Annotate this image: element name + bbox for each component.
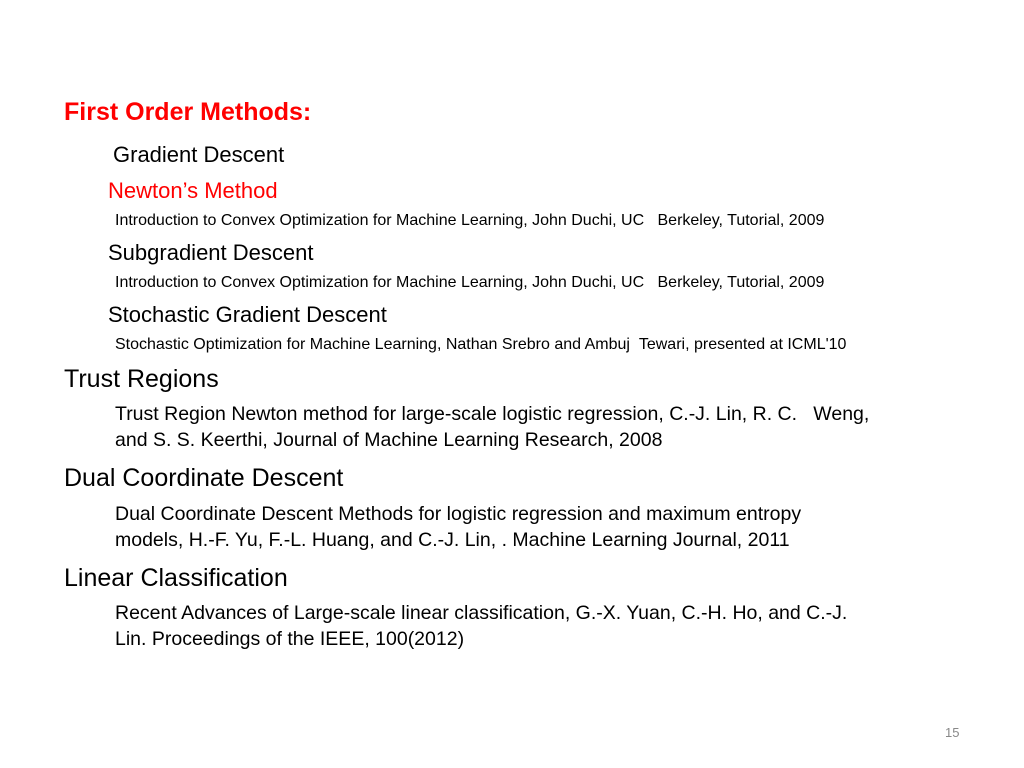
reference-trust-regions-line2: and S. S. Keerthi, Journal of Machine Learning Research, 2008 [115, 429, 663, 451]
reference-dual-coordinate-line2: models, H.-F. Yu, F.-L. Huang, and C.-J. Lin, . Machine Learning Journal, 2011 [115, 529, 790, 551]
reference-linear-classification-line2: Lin. Proceedings of the IEEE, 100(2012) [115, 628, 465, 650]
reference-linear-classification-line1: Recent Advances of Large-scale linear classification, G.-X. Yuan, C.-H. Ho, and C.-J. [115, 602, 848, 624]
item-stochastic-gradient-descent: Stochastic Gradient Descent [108, 302, 387, 327]
item-trust-regions: Trust Regions [64, 365, 219, 393]
reference-subgradient-descent: Introduction to Convex Optimization for Machine Learning, John Duchi, UC Berkeley, Tutorial, 2009 [115, 274, 825, 291]
item-linear-classification: Linear Classification [64, 564, 288, 592]
item-newtons-method: Newton’s Method [108, 178, 278, 203]
item-gradient-descent: Gradient Descent [113, 142, 285, 167]
page-number: 15 [945, 725, 960, 740]
reference-stochastic-gradient-descent: Stochastic Optimization for Machine Learning, Nathan Srebro and Ambuj Tewari, presented at ICML'10 [115, 336, 847, 353]
item-dual-coordinate-descent: Dual Coordinate Descent [64, 464, 344, 492]
reference-newtons-method: Introduction to Convex Optimization for Machine Learning, John Duchi, UC Berkeley, Tutorial, 2009 [115, 212, 825, 229]
section-heading: First Order Methods: [64, 98, 312, 126]
reference-trust-regions-line1: Trust Region Newton method for large-scale logistic regression, C.-J. Lin, R. C. Weng, [115, 403, 870, 425]
reference-dual-coordinate-line1: Dual Coordinate Descent Methods for logistic regression and maximum entropy [115, 503, 802, 525]
item-subgradient-descent: Subgradient Descent [108, 240, 314, 265]
